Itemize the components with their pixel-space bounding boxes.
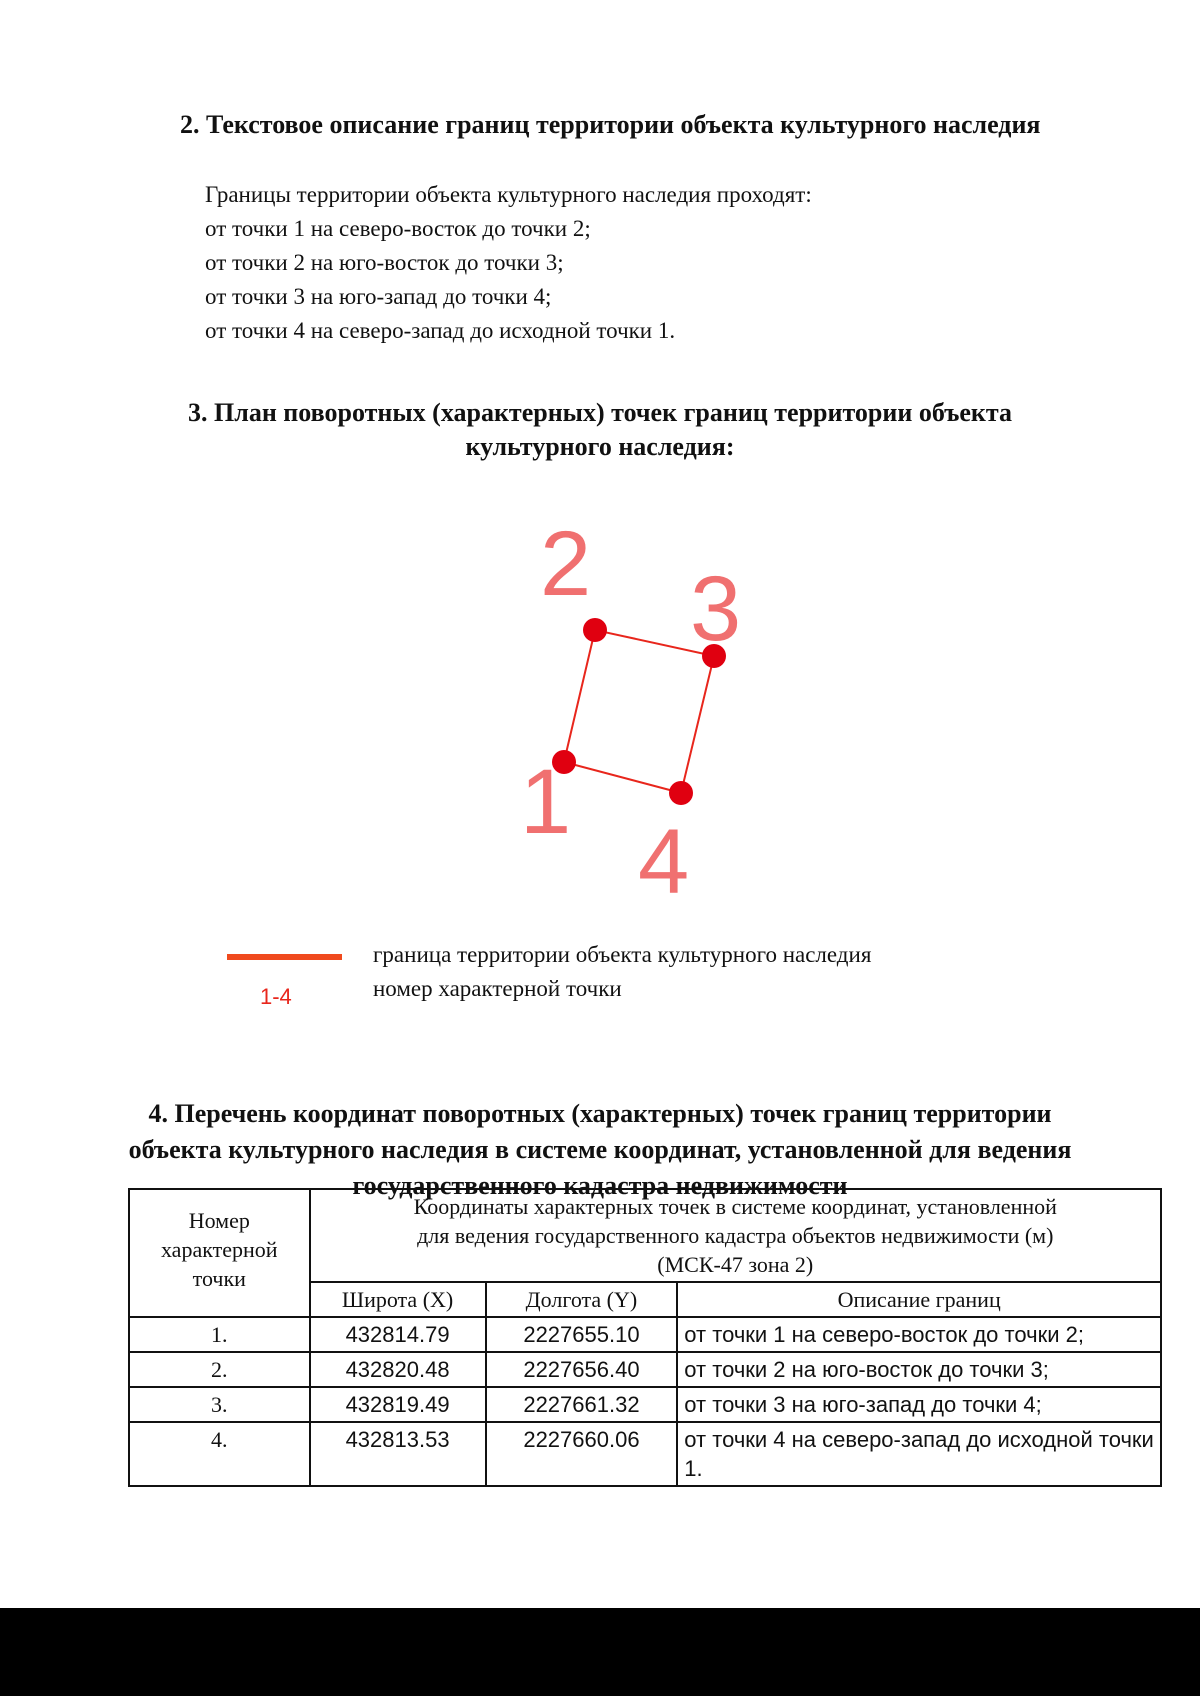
description-line: Границы территории объекта культурного наследия проходят: [205, 182, 812, 207]
header-boundary-description: Описание границ [677, 1282, 1161, 1317]
row-number: 1. [129, 1317, 310, 1352]
point-label-1: 1 [520, 751, 572, 853]
section-3-title-line: 3. План поворотных (характерных) точек границ территории объекта [188, 398, 1012, 427]
row-number: 2. [129, 1352, 310, 1387]
row-x: 432814.79 [310, 1317, 486, 1352]
section-3-title-line: культурного наследия: [465, 432, 735, 461]
row-y: 2227655.10 [486, 1317, 678, 1352]
description-line: от точки 1 на северо-восток до точки 2; [205, 216, 591, 241]
coordinates-table [128, 1188, 1162, 1487]
scan-bottom-border [0, 1608, 1200, 1696]
row-description: от точки 2 на юго-восток до точки 3; [677, 1352, 1161, 1387]
header-latitude-x: Широта (X) [310, 1282, 486, 1317]
point-label-3: 3 [690, 558, 742, 660]
description-line: от точки 3 на юго-запад до точки 4; [205, 284, 552, 309]
plan-legend [225, 940, 1125, 1020]
row-description: от точки 1 на северо-восток до точки 2; [677, 1317, 1161, 1352]
point-marker-2 [583, 618, 607, 642]
row-x: 432813.53 [310, 1422, 486, 1486]
table-row [129, 1387, 1161, 1422]
header-coordinates-group [310, 1189, 1161, 1282]
header-longitude-y: Долгота (Y) [486, 1282, 678, 1317]
point-label-2: 2 [540, 515, 592, 615]
legend-number-symbol: 1-4 [260, 984, 292, 1009]
header-group-line: Координаты характерных точек в системе координат, установленной [413, 1194, 1057, 1219]
row-x: 432820.48 [310, 1352, 486, 1387]
table-row [129, 1317, 1161, 1352]
point-label-4: 4 [638, 811, 690, 905]
description-line: от точки 2 на юго-восток до точки 3; [205, 250, 564, 275]
section-4-title-line: объекта культурного наследия в системе координат, установленной для ведения [128, 1135, 1072, 1164]
row-y: 2227661.32 [486, 1387, 678, 1422]
boundary-plan-drawing [490, 515, 820, 905]
legend-boundary-line-symbol [227, 954, 342, 960]
section-4-title-line: 4. Перечень координат поворотных (характерных) точек границ территории [148, 1099, 1052, 1128]
row-x: 432819.49 [310, 1387, 486, 1422]
header-group-line: для ведения государственного кадастра объектов недвижимости (м) [417, 1223, 1054, 1248]
row-description: от точки 4 на северо-запад до исходной точки 1. [677, 1422, 1161, 1486]
legend-boundary-label: граница территории объекта культурного наследия [373, 942, 872, 967]
row-description: от точки 3 на юго-запад до точки 4; [677, 1387, 1161, 1422]
legend-number-label: номер характерной точки [373, 976, 622, 1001]
description-line: от точки 4 на северо-запад до исходной точки 1. [205, 318, 676, 343]
header-group-line: (МСК-47 зона 2) [657, 1252, 814, 1277]
section-3-title [0, 396, 1200, 464]
row-y: 2227656.40 [486, 1352, 678, 1387]
row-number: 3. [129, 1387, 310, 1422]
section-2-title: 2. Текстовое описание границ территории объекта культурного наследия [180, 110, 1041, 139]
section-4-title-line: государственного кадастра недвижимости [352, 1171, 848, 1200]
boundary-description [205, 178, 812, 348]
table-row [129, 1422, 1161, 1486]
row-y: 2227660.06 [486, 1422, 678, 1486]
row-number: 4. [129, 1422, 310, 1486]
table-row [129, 1352, 1161, 1387]
point-marker-4 [669, 781, 693, 805]
header-point-number: Номер характерной точки [129, 1189, 310, 1317]
